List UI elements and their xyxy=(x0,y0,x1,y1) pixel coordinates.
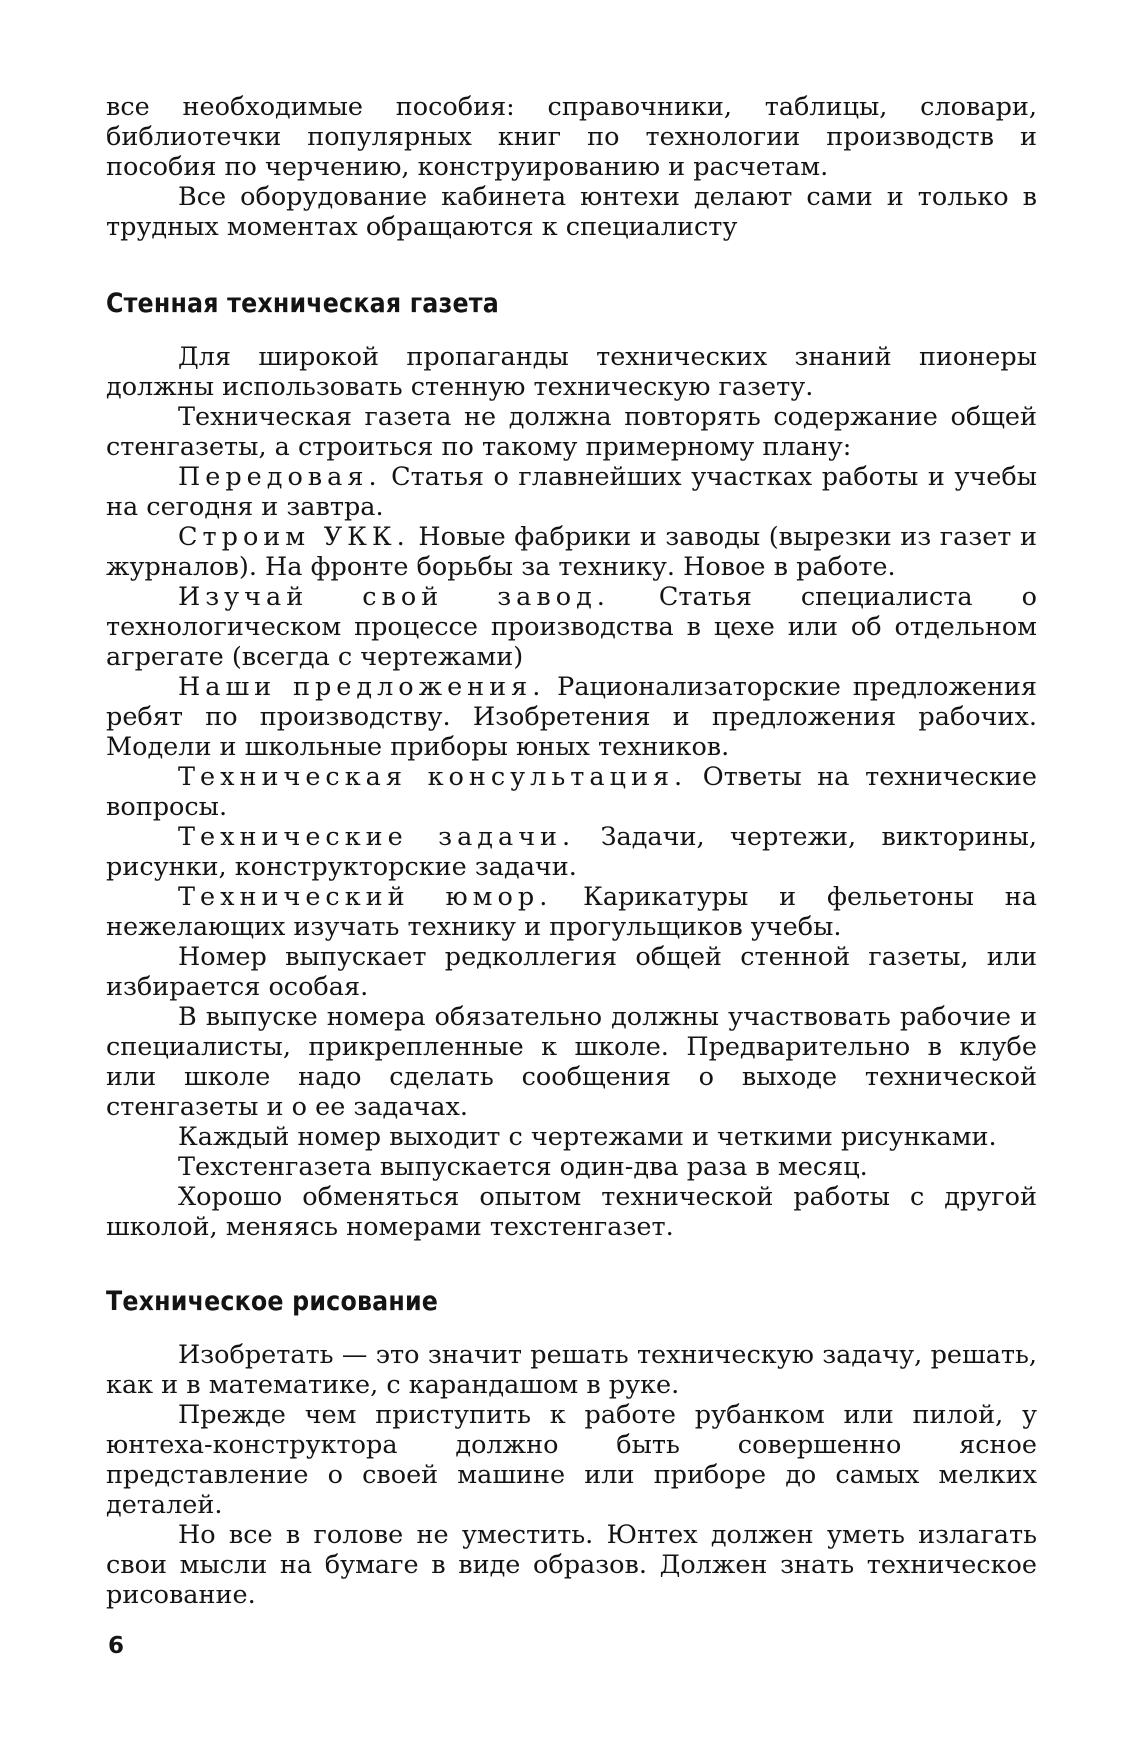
plan-item-text: Статья о главнейших участках работы и учебы на сегодня и завтра. xyxy=(106,462,1037,522)
plan-item xyxy=(106,672,1037,762)
paragraph: Каждый номер выходит с чертежами и четкими рисунками. xyxy=(178,1122,997,1152)
section-heading: Стенная техническая газета xyxy=(106,288,499,319)
plan-item-text: Карикатуры и фельетоны на нежелающих изучать технику и прогульщиков учебы. xyxy=(106,882,1038,942)
paragraph: Прежде чем приступить к работе рубанком или пилой, у юнтеха-конструктора должно быть совершенно ясное представление о своей машине или приборе до самых мелких деталей. xyxy=(106,1400,1037,1520)
plan-item-heading: Техническая консультация. xyxy=(178,762,688,792)
paragraph: Техстенгазета выпускается один-два раза в месяц. xyxy=(178,1152,868,1182)
plan-item xyxy=(106,522,1037,582)
paragraph: Хорошо обменяться опытом технической работы с другой школой, меняясь номерами техстенгазет. xyxy=(106,1182,1037,1242)
paragraph: В выпуске номера обязательно должны участвовать рабочие и специалисты, прикрепленные к школе. Предварительно в клубе или школе надо сделать сообщения о выходе технической стенгазеты и о ее задачах. xyxy=(106,1002,1037,1122)
plan-item-heading: Технический юмор. xyxy=(178,882,553,912)
paragraph: Все оборудование кабинета юнтехи делают сами и только в трудных моментах обращаются к специалисту xyxy=(106,182,1037,242)
plan-item-heading: Строим УКК. xyxy=(178,522,410,552)
plan-item-heading: Наши предложения. xyxy=(178,672,546,702)
plan-item-text: Новые фабрики и заводы (вырезки из газет и журналов). На фронте борьбы за технику. Новое в работе. xyxy=(106,522,1038,582)
paragraph: все необходимые пособия: справочники, таблицы, словари, библиотечки популярных книг по технологии производств и пособия по черчению, конструированию и расчетам. xyxy=(106,92,1037,182)
paragraph: Техническая газета не должна повторять содержание общей стенгазеты, а строиться по такому примерному плану: xyxy=(106,402,1037,462)
paragraph: Но все в голове не уместить. Юнтех должен уметь излагать свои мысли на бумаге в виде образов. Должен знать техническое рисование. xyxy=(106,1520,1037,1610)
plan-item xyxy=(106,882,1037,942)
section-heading: Техническое рисование xyxy=(106,1286,439,1317)
plan-item-heading: Изучай свой завод. xyxy=(178,582,610,612)
plan-item xyxy=(106,762,1037,822)
plan-item-heading: Технические задачи. xyxy=(178,822,576,852)
plan-item-text: Статья специалиста о технологическом процессе производства в цехе или об отдельном агрегате (всегда с чертежами) xyxy=(106,582,1037,672)
plan-item-text: Задачи, чертежи, викторины, рисунки, конструкторские задачи. xyxy=(106,822,1037,882)
plan-item-text: Рационализаторские предложения ребят по производству. Изобретения и предложения рабочих. Модели и школьные приборы юных техников. xyxy=(106,672,1037,762)
plan-item-text: Ответы на технические вопросы. xyxy=(106,762,1037,822)
paragraph: Для широкой пропаганды технических знаний пионеры должны использовать стенную техническую газету. xyxy=(106,342,1037,402)
paragraph: Номер выпускает редколлегия общей стенной газеты, или избирается особая. xyxy=(106,942,1037,1002)
page-number: 6 xyxy=(108,1633,125,1659)
paragraph: Изобретать — это значит решать техническую задачу, решать, как и в математике, с карандашом в руке. xyxy=(106,1340,1037,1400)
plan-item xyxy=(106,822,1037,882)
plan-item xyxy=(106,582,1037,672)
plan-item-heading: Передовая. xyxy=(178,462,382,492)
plan-item xyxy=(106,462,1037,522)
